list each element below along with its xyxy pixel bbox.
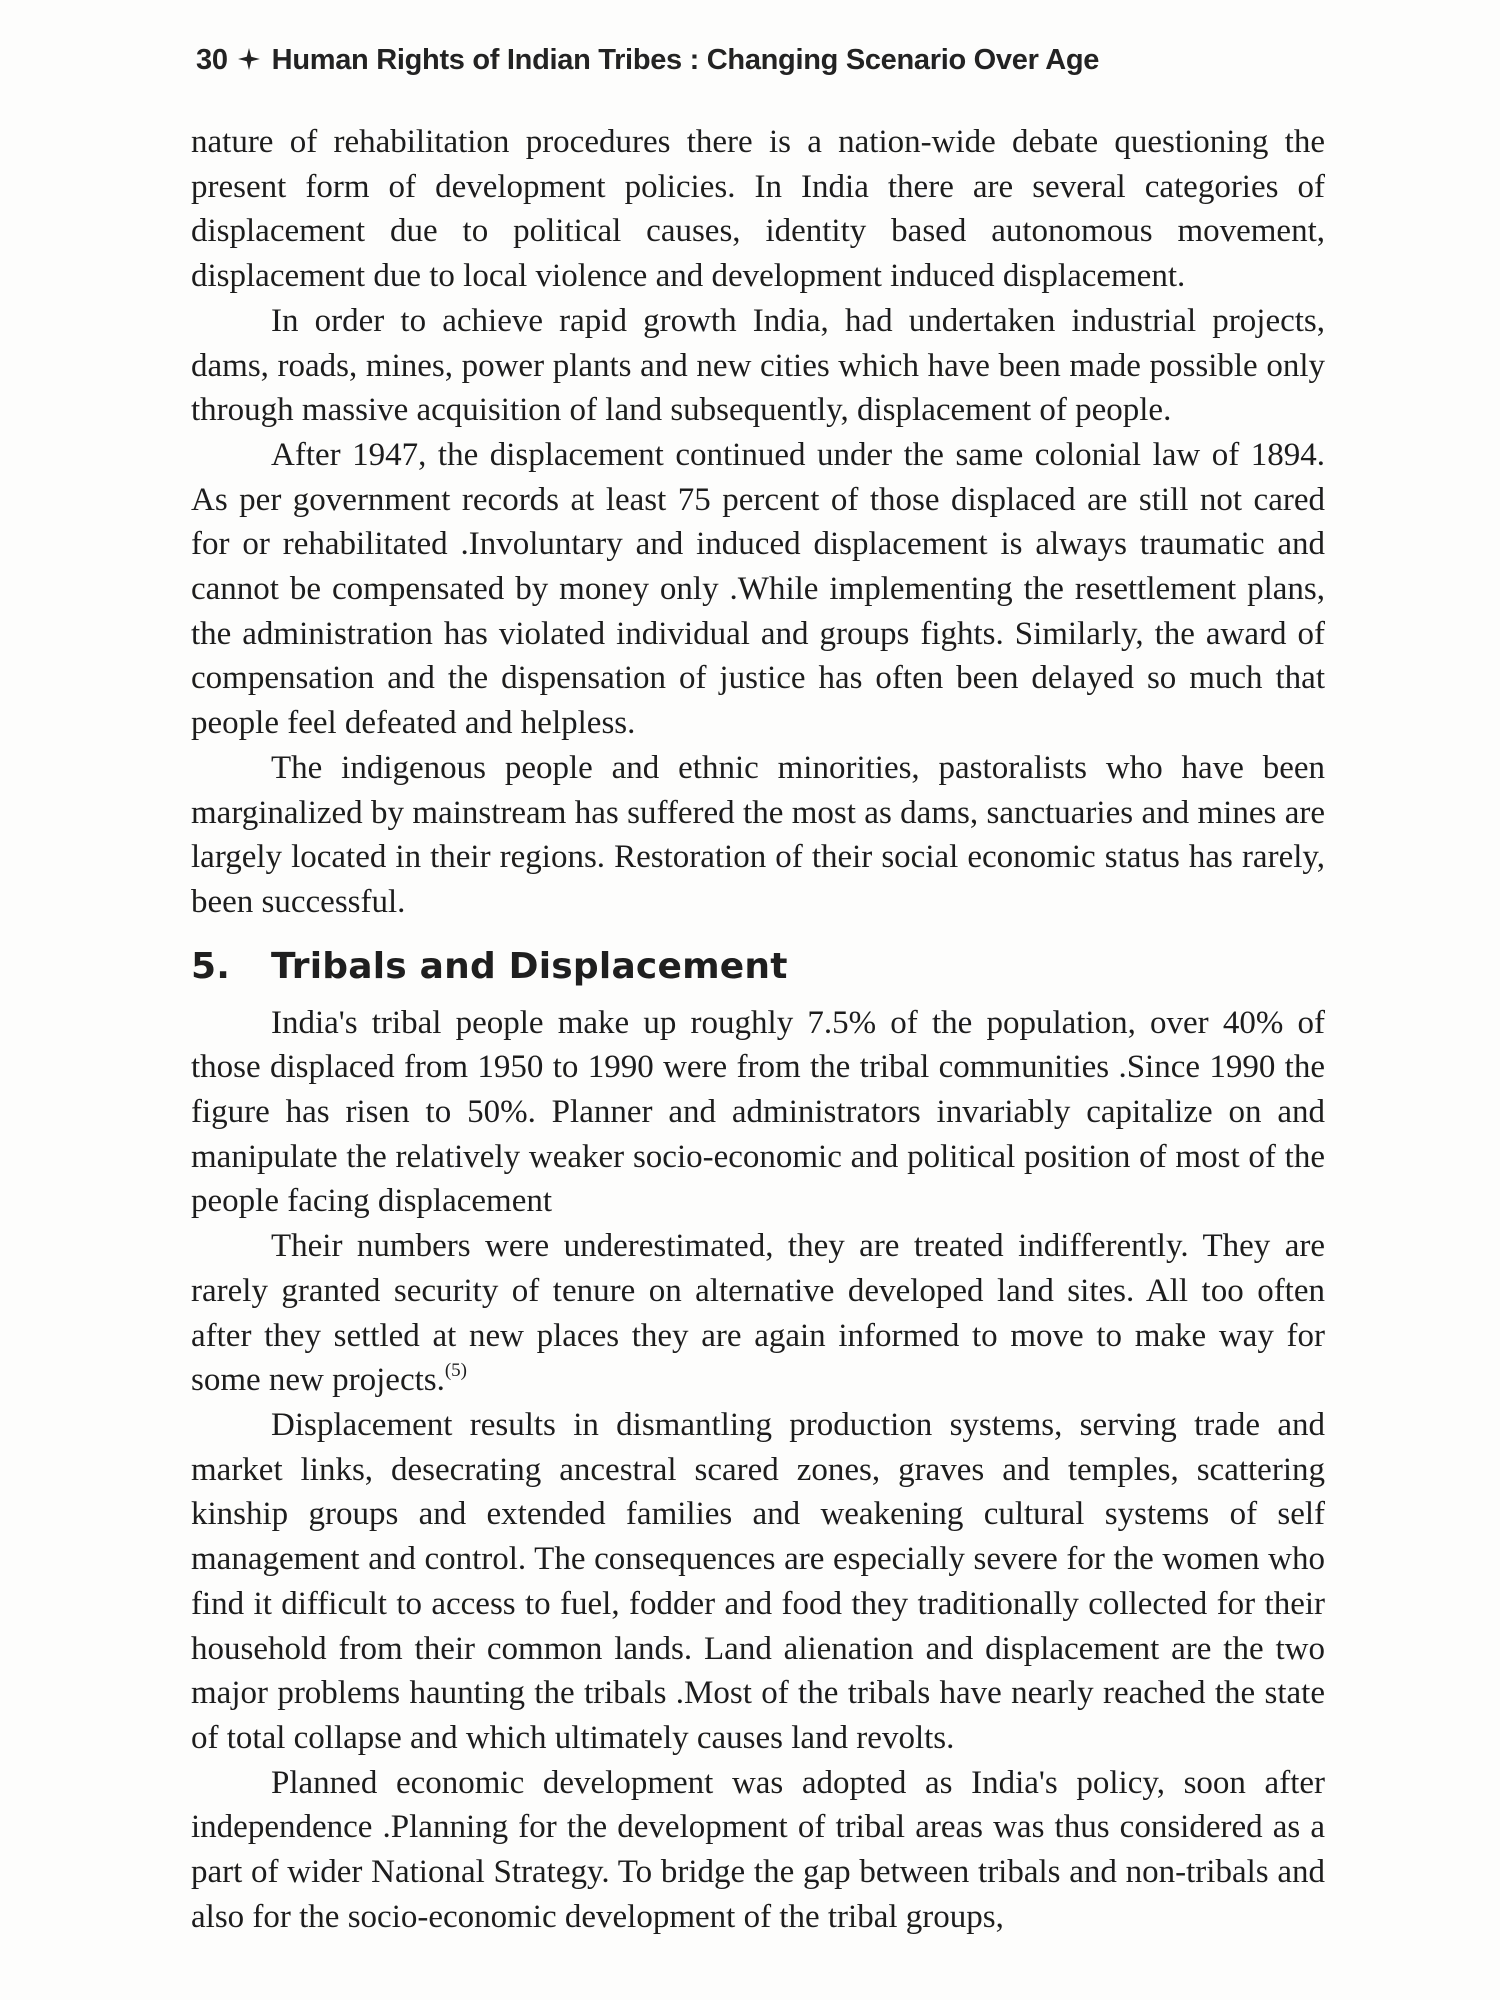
section-heading: [191, 945, 1325, 989]
footnote-reference: (5): [444, 1360, 468, 1382]
paragraph: Displacement results in dismantling production systems, serving trade and market links, desecrating ancestral scared zones, graves and temples, scattering kinship groups and extended families and weakening cultural systems of self management and control. The consequences are especially severe for the women who find it difficult to access to fuel, fodder and food they traditionally collected for their household from their common lands. Land alienation and displacement are the two major problems haunting the tribals .Most of the tribals have nearly reached the state of total collapse and which ultimately causes land revolts.: [191, 1406, 1325, 1756]
page-number: 30: [196, 44, 228, 76]
paragraph: India's tribal people make up roughly 7.5% of the population, over 40% of those displaced from 1950 to 1990 were from the tribal communities .Since 1990 the figure has risen to 50%. Planner and administrators invariably capitalize on and manipulate the relatively weaker socio-economic and political position of most of the people facing displacement: [191, 1004, 1325, 1220]
paragraph-text: Their numbers were underestimated, they are treated indifferently. They are rarely granted security of tenure on alternative developed land sites. All too often after they settled at new places they are again informed to move to make way for some new projects.: [191, 1228, 1325, 1399]
book-title: Human Rights of Indian Tribes : Changing Scenario Over Age: [271, 44, 1100, 76]
paragraph: Planned economic development was adopted as India's policy, soon after independence .Planning for the development of tribal areas was thus considered as a part of wider National Strategy. To bridge the gap between tribals and non-tribals and also for the socio-economic development of the tribal groups,: [191, 1764, 1325, 1935]
paragraph: In order to achieve rapid growth India, had undertaken industrial projects, dams, roads, mines, power plants and new cities which have been made possible only through massive acquisition of land subsequently, displacement of people.: [191, 302, 1325, 429]
paragraph: The indigenous people and ethnic minorities, pastoralists who have been marginalized by mainstream has suffered the most as dams, sanctuaries and mines are largely located in their regions. Restoration of their social economic status has rarely, been successful.: [191, 749, 1325, 920]
section-title: Tribals and Displacement: [271, 945, 788, 987]
paragraph: [191, 1224, 1325, 1403]
body-text: [191, 120, 1325, 1939]
four-point-star-icon: [238, 44, 260, 75]
running-header: [196, 44, 1356, 77]
paragraph: nature of rehabilitation procedures there is a nation-wide debate questioning the present form of development policies. In India there are several categories of displacement due to political causes, identity based autonomous movement, displacement due to local violence and development induced displacement.: [191, 124, 1325, 295]
paragraph: After 1947, the displacement continued under the same colonial law of 1894. As per government records at least 75 percent of those displaced are still not cared for or rehabilitated .Involuntary and induced displacement is always traumatic and cannot be compensated by money only .While implementing the resettlement plans, the administration has violated individual and groups fights. Similarly, the award of compensation and the dispensation of justice has often been delayed so much that people feel defeated and helpless.: [191, 436, 1325, 742]
section-number: 5.: [191, 945, 231, 987]
